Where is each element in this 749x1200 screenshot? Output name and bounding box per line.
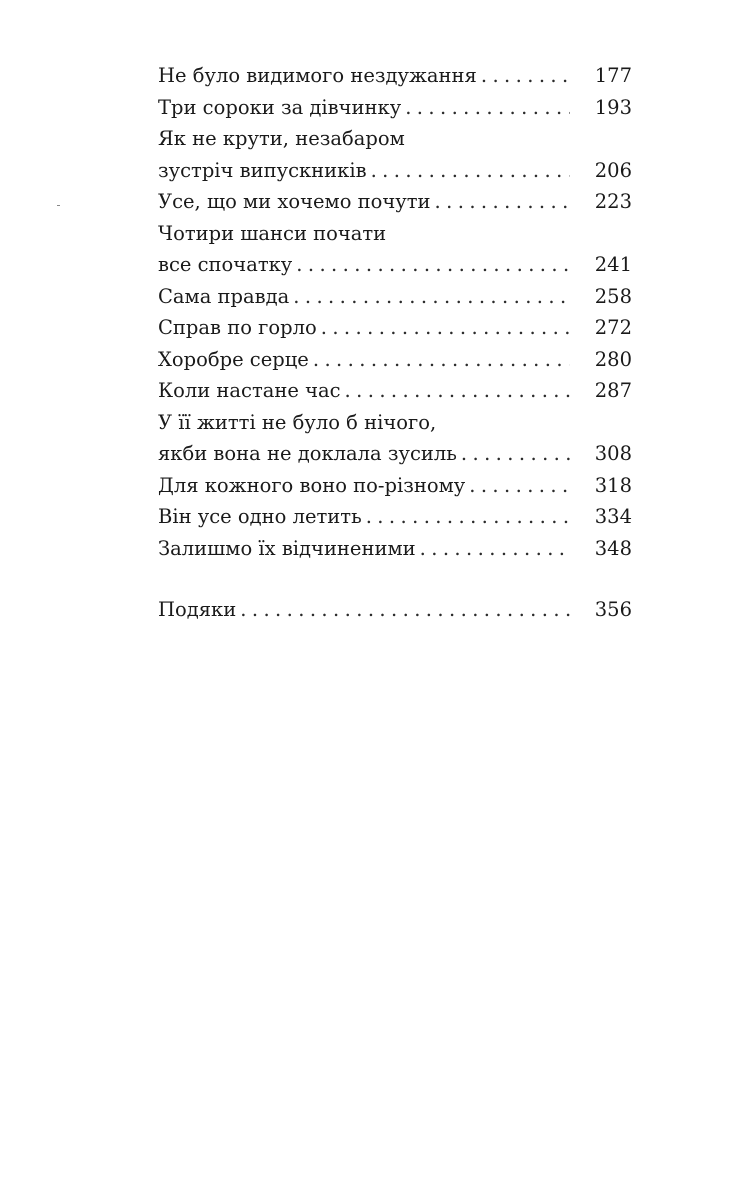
toc-entry-title: Залишмо їх відчиненими <box>158 536 416 560</box>
toc-entry-title: Чотири шанси почати <box>158 221 387 245</box>
toc-page-number: 287 <box>594 379 632 402</box>
toc-line <box>158 92 632 124</box>
toc-dot-leader <box>435 186 570 218</box>
toc-entry-title: Сама правда <box>158 284 290 308</box>
toc-entry-title: Коли настане час <box>158 379 341 402</box>
toc-dot-leader <box>405 92 570 124</box>
toc-entry-title: Три сороки за дівчинку <box>158 95 402 119</box>
toc-page-number: 258 <box>594 284 632 308</box>
toc-line <box>158 312 632 344</box>
toc-dot-leader <box>240 594 570 626</box>
toc-entry-title: Він усе одно летить <box>158 505 362 528</box>
toc-page-number: 177 <box>594 64 632 87</box>
toc-entry-title: Хоробре серце <box>158 347 309 371</box>
toc-line <box>158 344 632 376</box>
toc-dot-leader <box>461 438 570 470</box>
toc-entry-title: Справ по горло <box>158 316 317 339</box>
toc-page-number: 334 <box>594 505 632 528</box>
toc-entry-title: якби вона не доклала зусиль <box>158 442 457 465</box>
toc-dot-leader <box>371 155 570 187</box>
toc-entry-title: Усе, що ми хочемо почути <box>158 190 431 213</box>
toc-line <box>158 501 632 533</box>
table-of-contents <box>158 60 632 626</box>
toc-dot-leader <box>296 249 570 281</box>
toc-line <box>158 470 632 502</box>
toc-page-number: 318 <box>594 473 632 497</box>
toc-page-number: 348 <box>594 536 632 560</box>
toc-dot-leader <box>469 470 570 502</box>
toc-entry-title: зустріч випускників <box>158 158 367 182</box>
toc-line <box>158 281 632 313</box>
toc-page-number: 280 <box>594 347 632 371</box>
toc-page-number: 223 <box>594 190 632 213</box>
toc-dot-leader <box>313 344 570 376</box>
toc-line <box>158 375 632 407</box>
toc-dot-leader <box>481 60 570 92</box>
toc-entry-title: Як не крути, незабаром <box>158 127 405 150</box>
toc-line <box>158 155 632 187</box>
toc-line <box>158 533 632 565</box>
toc-entry-title: Подяки <box>158 598 237 621</box>
toc-page-number: 308 <box>594 442 632 465</box>
toc-line <box>158 218 632 250</box>
toc-page-number: 206 <box>594 158 632 182</box>
toc-dot-leader <box>345 375 570 407</box>
toc-page-number: 272 <box>594 316 632 339</box>
toc-dot-leader <box>321 312 570 344</box>
toc-line <box>158 60 632 92</box>
toc-dot-leader <box>420 533 570 565</box>
toc-dot-leader <box>293 281 570 313</box>
toc-entry-title: Не було видимого нездужання <box>158 64 477 87</box>
page-speck <box>57 205 60 206</box>
toc-line <box>158 594 632 626</box>
section-gap <box>158 564 632 594</box>
toc-entry-title: все спочатку <box>158 253 293 276</box>
toc-page-number: 193 <box>594 95 632 119</box>
toc-line <box>158 186 632 218</box>
toc-line <box>158 438 632 470</box>
toc-entry-title: Для кожного воно по-різному <box>158 473 466 497</box>
toc-entry-title: У її житті не було б нічого, <box>158 410 437 434</box>
toc-dot-leader <box>366 501 570 533</box>
toc-page-number: 241 <box>594 253 632 276</box>
toc-page-number: 356 <box>594 598 632 621</box>
toc-line <box>158 407 632 439</box>
toc-line <box>158 123 632 155</box>
toc-line <box>158 249 632 281</box>
